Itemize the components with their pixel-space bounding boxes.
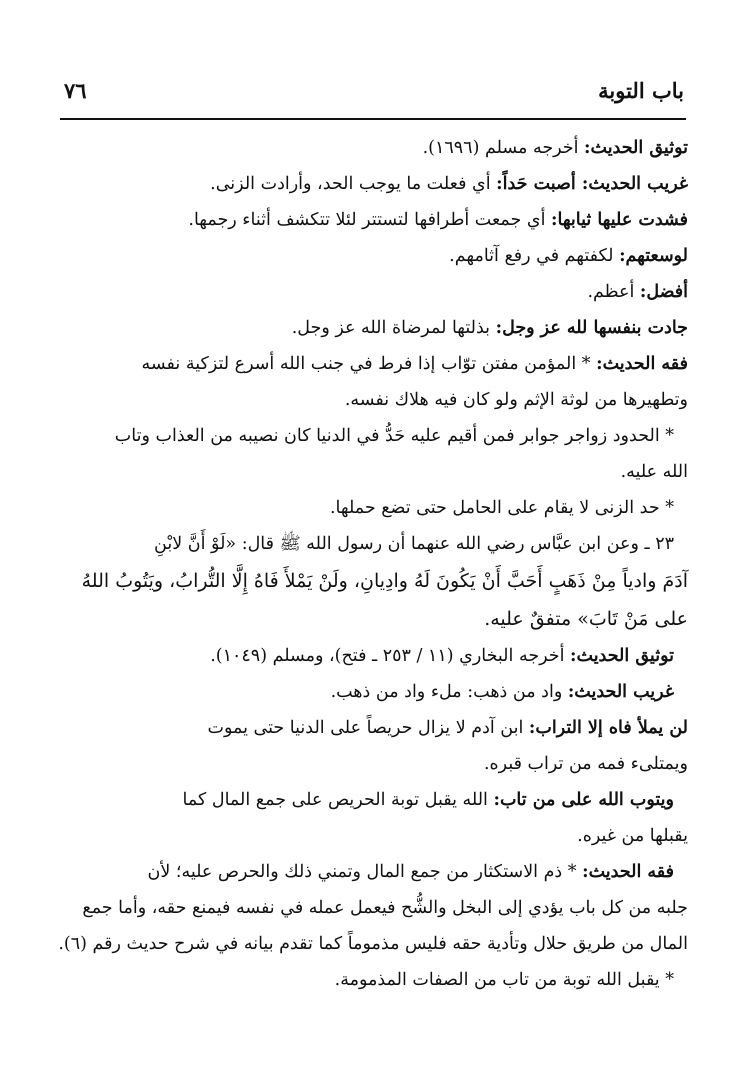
text-line: توثيق الحديث: أخرجه مسلم (١٦٩٦).: [422, 138, 688, 158]
text-line: فقه الحديث: * المؤمن مفتن توّاب إذا فرط في جنب الله أسرع لتزكية نفسه: [141, 354, 688, 374]
text-line: ويمتلىء فمه من تراب قبره.: [483, 754, 688, 774]
text-line: غريب الحديث: أصبت حَداً: أي فعلت ما يوجب الحد، وأرادت الزنى.: [210, 174, 688, 194]
text-line: جادت بنفسها لله عز وجل: بذلتها لمرضاة الله عز وجل.: [291, 318, 688, 338]
text-line: أفضل: أعظم.: [587, 282, 688, 302]
text-line: توثيق الحديث: أخرجه البخاري (١١ / ٢٥٣ ـ فتح)، ومسلم (١٠٤٩).: [210, 646, 674, 666]
hadith-line: على مَنْ تَابَ» متفقٌ عليه.: [484, 608, 688, 630]
text-line: جلبه من كل باب يؤدي إلى البخل والشُّح فيعمل عمله في نفسه فيمنع حقه، وأما جمع: [82, 898, 688, 918]
chapter-title: باب التوبة: [598, 78, 684, 103]
text-line: * الحدود زواجر جوابر فمن أقيم عليه حَدُّ في الدنيا كان نصيبه من العذاب وتاب: [114, 426, 674, 446]
text-line: * حد الزنى لا يقام على الحامل حتى تضع حملها.: [329, 498, 674, 518]
text-line: وتطهيرها من لوثة الإثم ولو كان فيه هلاك نفسه.: [344, 390, 688, 410]
text-line: الله عليه.: [620, 462, 688, 482]
text-line: لن يملأ فاه إلا التراب: ابن آدم لا يزال حريصاً على الدنيا حتى يموت: [207, 718, 688, 738]
hadith-line: آدَمَ وادياً مِنْ ذَهَبٍ أَحَبَّ أَنْ يَكُونَ لَهُ وادِيانِ، ولَنْ يَمْلأَ فَاهُ إِلَّا التُّرابُ، ويَتُوبُ اللهُ: [81, 570, 688, 592]
text-line: فقه الحديث: * ذم الاستكثار من جمع المال وتمني ذلك والحرص عليه؛ لأن: [147, 862, 674, 882]
text-line: يقبلها من غيره.: [577, 826, 688, 846]
text-line: فشدت عليها ثيابها: أي جمعت أطرافها لتستتر لئلا تتكشف أثناء رجمها.: [188, 210, 688, 230]
page-number: ٧٦: [64, 78, 87, 103]
page-header: [64, 78, 684, 118]
text-line: * يقبل الله توبة من تاب من الصفات المذمومة.: [334, 970, 674, 990]
text-line: غريب الحديث: واد من ذهب: ملء واد من ذهب.: [330, 682, 674, 702]
header-rule: [60, 118, 686, 120]
text-line: ويتوب الله على من تاب: الله يقبل توبة الحريص على جمع المال كما: [182, 790, 674, 810]
text-line: المال من طريق حلال وتأدية حقه فليس مذموماً كما تقدم بيانه في شرح حديث رقم (٦).: [58, 934, 688, 954]
hadith-line: ٢٣ ـ وعن ابن عبَّاس رضي الله عنهما أن رسول الله ﷺ قال: «لَوْ أَنَّ لابْنِ: [154, 534, 674, 554]
text-line: لوسعتهم: لكفتهم في رفع آثامهم.: [449, 246, 688, 266]
page-body: [60, 130, 688, 1030]
